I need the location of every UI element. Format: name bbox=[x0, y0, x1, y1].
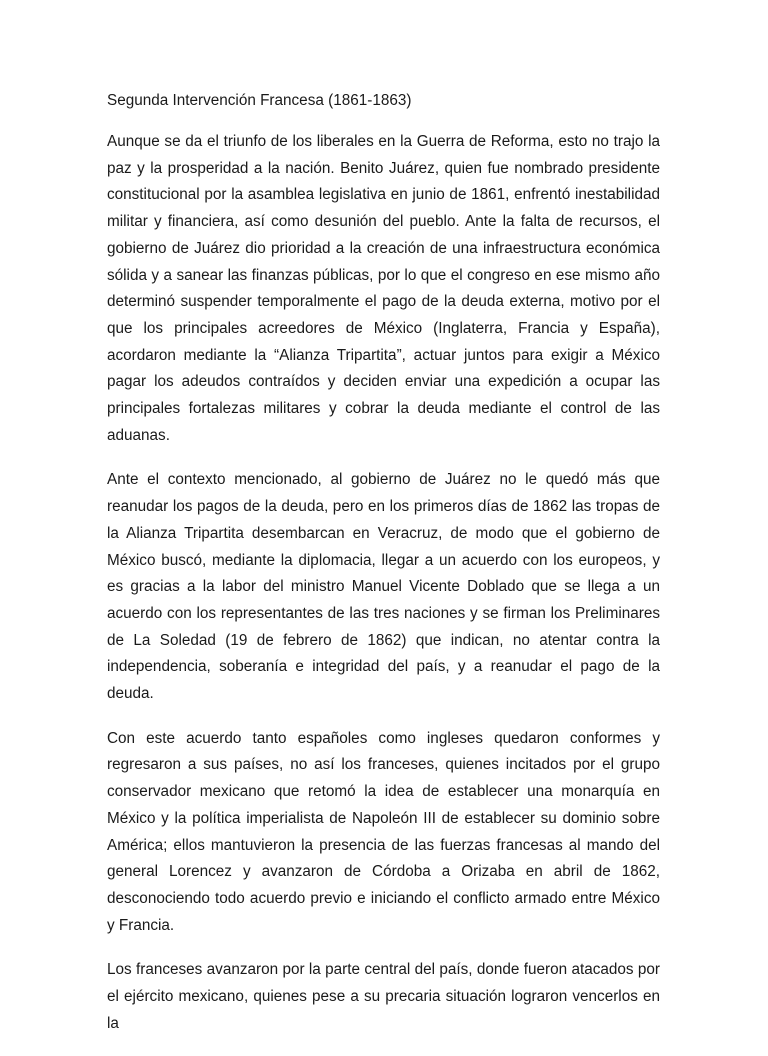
document-title: Segunda Intervención Francesa (1861-1863) bbox=[107, 92, 412, 109]
document-body bbox=[107, 91, 660, 1056]
paragraph: Con este acuerdo tanto españoles como ingleses quedaron conformes y regresaron a sus países, no así los franceses, quienes incitados por el grupo conservador mexicano que retomó la idea de establecer una monarquía en México y la política imperialista de Napoleón III de establecer su dominio sobre América; ellos mantuvieron la presencia de las fuerzas francesas al mando del general Lorencez y avanzaron de Córdoba a Orizaba en abril de 1862, desconociendo todo acuerdo previo e iniciando el conflicto armado entre México y Francia. bbox=[107, 729, 660, 934]
paragraph: Aunque se da el triunfo de los liberales en la Guerra de Reforma, esto no trajo la paz y la prosperidad a la nación. Benito Juárez, quien fue nombrado presidente constitucional por la asamblea legislativa en junio de 1861, enfrentó inestabilidad militar y financiera, así como desunión del pueblo. Ante la falta de recursos, el gobierno de Juárez dio prioridad a la creación de una infraestructura económica sólida y a sanear las finanzas públicas, por lo que el congreso en ese mismo año determinó suspender temporalmente el pago de la deuda externa, motivo por el que los principales acreedores de México (Inglaterra, Francia y España), acordaron mediante la “Alianza Tripartita”, actuar juntos para exigir a México pagar los adeudos contraídos y deciden enviar una expedición a ocupar las principales fortalezas militares y cobrar la deuda mediante el control de las aduanas. bbox=[107, 133, 660, 444]
paragraph: Los franceses avanzaron por la parte central del país, donde fueron atacados por el ejército mexicano, quienes pese a su precaria situación lograron vencerlos en la bbox=[107, 961, 660, 1032]
paragraph: Ante el contexto mencionado, al gobierno de Juárez no le quedó más que reanudar los pagos de la deuda, pero en los primeros días de 1862 las tropas de la Alianza Tripartita desembarcan en Veracruz, de modo que el gobierno de México buscó, mediante la diplomacia, llegar a un acuerdo con los europeos, y es gracias a la labor del ministro Manuel Vicente Doblado que se llega a un acuerdo con los representantes de las tres naciones y se firman los Preliminares de La Soledad (19 de febrero de 1862) que indican, no atentar contra la independencia, soberanía e integridad del país, y a reanudar el pago de la deuda. bbox=[107, 471, 660, 703]
